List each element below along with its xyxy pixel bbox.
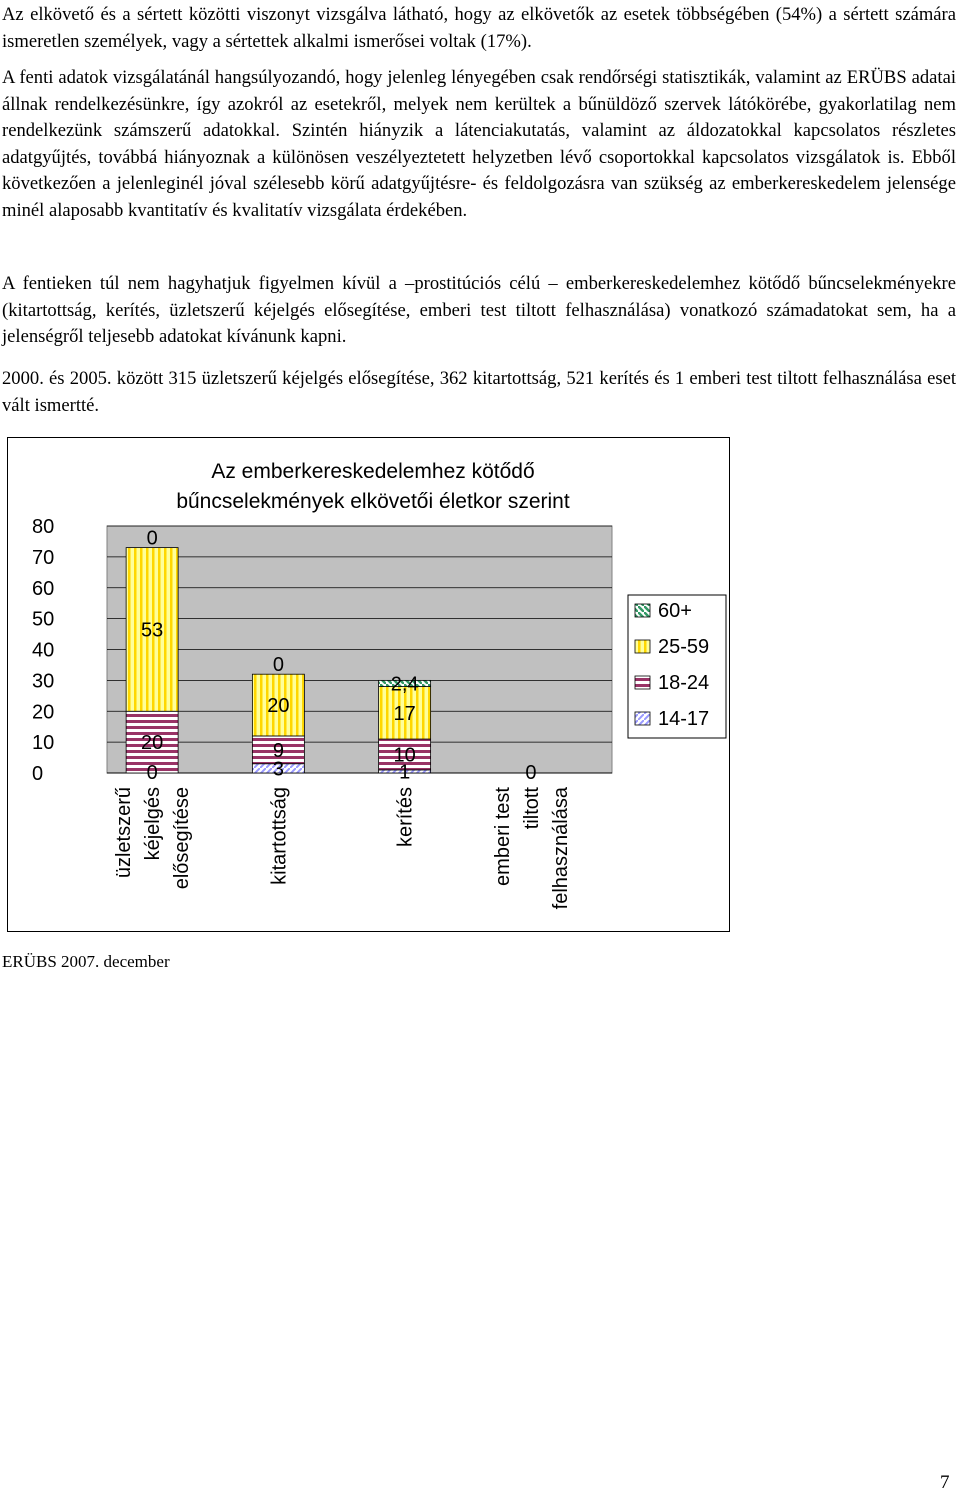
data-label: 53 (141, 619, 164, 642)
legend-label: 18-24 (658, 672, 710, 694)
legend-swatch (635, 604, 650, 617)
category-label: kitartottság (268, 787, 291, 885)
data-label: 20 (267, 695, 290, 718)
y-tick-label: 20 (32, 701, 55, 724)
data-label: 9 (272, 739, 284, 762)
category-label: üzletszerű (113, 787, 136, 879)
page-number: 7 (940, 1472, 950, 1493)
category-label: elősegítése (171, 787, 194, 890)
category-label: felhasználása (549, 787, 572, 910)
paragraph-3: A fentieken túl nem hagyhatjuk figyelmen kívül a –prostitúciós célú – emberkereskedelemhez kötődő bűncselekményekre (kitartottság, kerítés, üzletszerű kéjelgés elősegítése, emberi test tiltott felhasználása) vonatkozó számadatokat sem, ha a jelenségről teljesebb adatokat kívánunk kapni. (2, 273, 956, 348)
chart-title-line-2: bűncselekmények elkövetői életkor szerint (176, 490, 570, 513)
legend-swatch (635, 676, 650, 689)
data-label: 0 (525, 762, 537, 784)
source-note: ERÜBS 2007. december (2, 952, 170, 971)
data-label: 2,4 (390, 673, 419, 696)
category-label: emberi test (491, 787, 514, 886)
chart-title-line-1: Az emberkereskedelemhez kötődő (211, 460, 535, 483)
data-label: 17 (393, 702, 416, 725)
chart-container (7, 437, 730, 932)
data-label: 0 (146, 762, 158, 784)
data-label: 1 (399, 761, 411, 784)
category-label: kerítés (394, 787, 417, 848)
y-tick-label: 30 (32, 670, 55, 693)
paragraph-1: Az elkövető és a sértett közötti viszonyt vizsgálva látható, hogy az elkövetők az esetek többségében (54%) a sértett számára ismeretlen személyek, vagy a sértettek alkalmi ismerősei voltak (17%). (2, 4, 956, 52)
data-label: 3 (272, 758, 284, 781)
paragraph-4: 2000. és 2005. között 315 üzletszerű kéjelgés elősegítése, 362 kitartottság, 521 kerítés és 1 emberi test tiltott felhasználása eset vált ismertté. (2, 368, 956, 416)
category-label: kéjelgés (142, 787, 165, 861)
legend-label: 25-59 (658, 636, 710, 658)
data-label: 0 (146, 527, 158, 550)
y-tick-label: 60 (32, 577, 55, 600)
legend-label: 14-17 (658, 708, 710, 730)
data-label: 0 (272, 654, 284, 677)
y-tick-label: 80 (32, 516, 55, 538)
y-tick-label: 50 (32, 608, 55, 631)
y-tick-label: 40 (32, 639, 55, 662)
legend-swatch (635, 712, 650, 725)
y-tick-label: 70 (32, 546, 55, 569)
paragraph-2: A fenti adatok vizsgálatánál hangsúlyozandó, hogy jelenleg lényegében csak rendőrségi statisztikák, valamint az ERÜBS adatai állnak rendelkezésünkre, így azokról az esetekről, melyek nem kerültek a bűnüldöző szervek látókörébe, gyakorlatilag nem rendelkezünk számszerű adatokkal. Szintén hiányzik a látenciakutatás, valamint az áldozatokkal kapcsolatos részletes adatgyűjtés, továbbá hiányoznak a különösen veszélyeztetett helyzetben lévő csoportokkal kapcsolatos vizsgálatok is. Ebből következően a jelenleginél jóval szélesebb körű adatgyűjtésre- és feldolgozásra van szükség az emberkereskedelem jelensége minél alaposabb kvantitatív és kvalitatív vizsgálata érdekében. (2, 67, 956, 221)
legend-label: 60+ (658, 600, 692, 622)
y-tick-label: 10 (32, 732, 55, 755)
data-label: 20 (141, 732, 164, 755)
y-tick-label: 0 (32, 763, 44, 785)
data-label: 10 (393, 744, 416, 767)
chart-svg (8, 438, 731, 933)
category-label: tiltott (520, 787, 543, 830)
legend-swatch (635, 640, 650, 653)
